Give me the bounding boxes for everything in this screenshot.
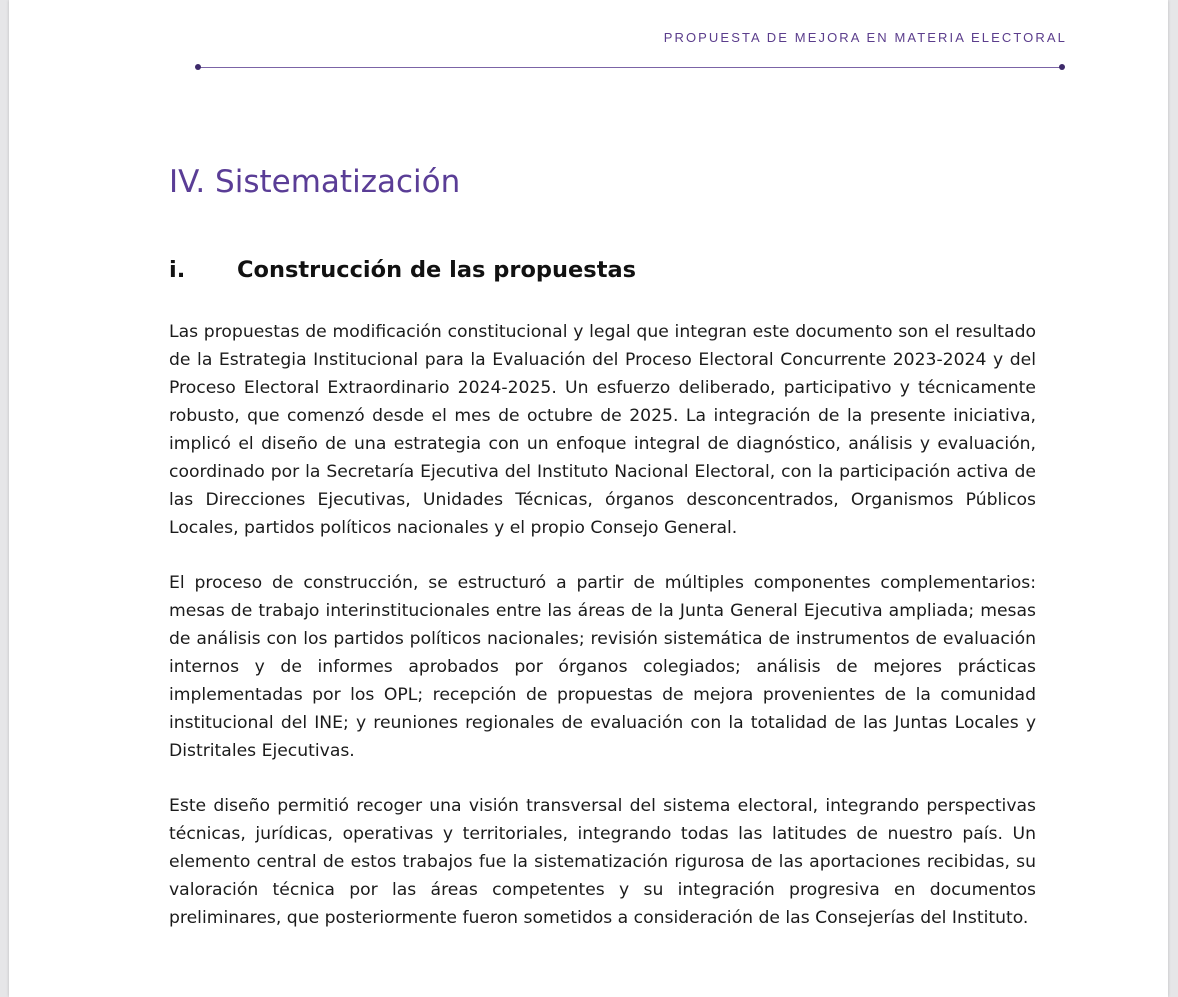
divider-dot-right-icon bbox=[1059, 64, 1065, 70]
header-divider bbox=[198, 67, 1062, 68]
divider-dot-left-icon bbox=[195, 64, 201, 70]
paragraph-1: Las propuestas de modificación constitucional y legal que integran este documento son el resultado de la Estrategia Institucional para la Evaluación del Proceso Electoral Concurrente 2023-2024 y del Proceso Electoral Extraordinario 2024-2025. Un esfuerzo deliberado, participativo y técnicamente robusto, que comenzó desde el mes de octubre de 2025. La integración de la presente iniciativa, implicó el diseño de una estrategia con un enfoque integral de diagnóstico, análisis y evaluación, coordinado por la Secretaría Ejecutiva del Instituto Nacional Electoral, con la participación activa de las Direcciones Ejecutivas, Unidades Técnicas, órganos desconcentrados, Organismos Públicos Locales, partidos políticos nacionales y el propio Consejo General. bbox=[169, 322, 1036, 538]
body-text bbox=[169, 318, 1036, 959]
subsection-heading bbox=[169, 257, 1039, 283]
section-title: IV. Sistematización bbox=[169, 164, 461, 200]
subsection-number: i. bbox=[169, 257, 186, 283]
paragraph-3: Este diseño permitió recoger una visión transversal del sistema electoral, integrando perspectivas técnicas, jurídicas, operativas y territoriales, integrando todas las latitudes de nuestro país. Un elemento central de estos trabajos fue la sistematización rigurosa de las aportaciones recibidas, su valoración técnica por las áreas competentes y su integración progresiva en documentos preliminares, que posteriormente fueron sometidos a consideración de las Consejerías del Instituto. bbox=[169, 796, 1036, 928]
subsection-title: Construcción de las propuestas bbox=[237, 257, 637, 283]
paragraph-2: El proceso de construcción, se estructuró a partir de múltiples componentes complementarios: mesas de trabajo interinstitucionales entre las áreas de la Junta General Ejecutiva ampliada; mesas de análisis con los partidos políticos nacionales; revisión sistemática de instrumentos de evaluación internos y de informes aprobados por órganos colegiados; análisis de mejores prácticas implementadas por los OPL; recepción de propuestas de mejora provenientes de la comunidad institucional del INE; y reuniones regionales de evaluación con la totalidad de las Juntas Locales y Distritales Ejecutivas. bbox=[169, 573, 1036, 761]
running-header: PROPUESTA DE MEJORA EN MATERIA ELECTORAL bbox=[663, 30, 1067, 45]
document-page bbox=[9, 0, 1168, 997]
